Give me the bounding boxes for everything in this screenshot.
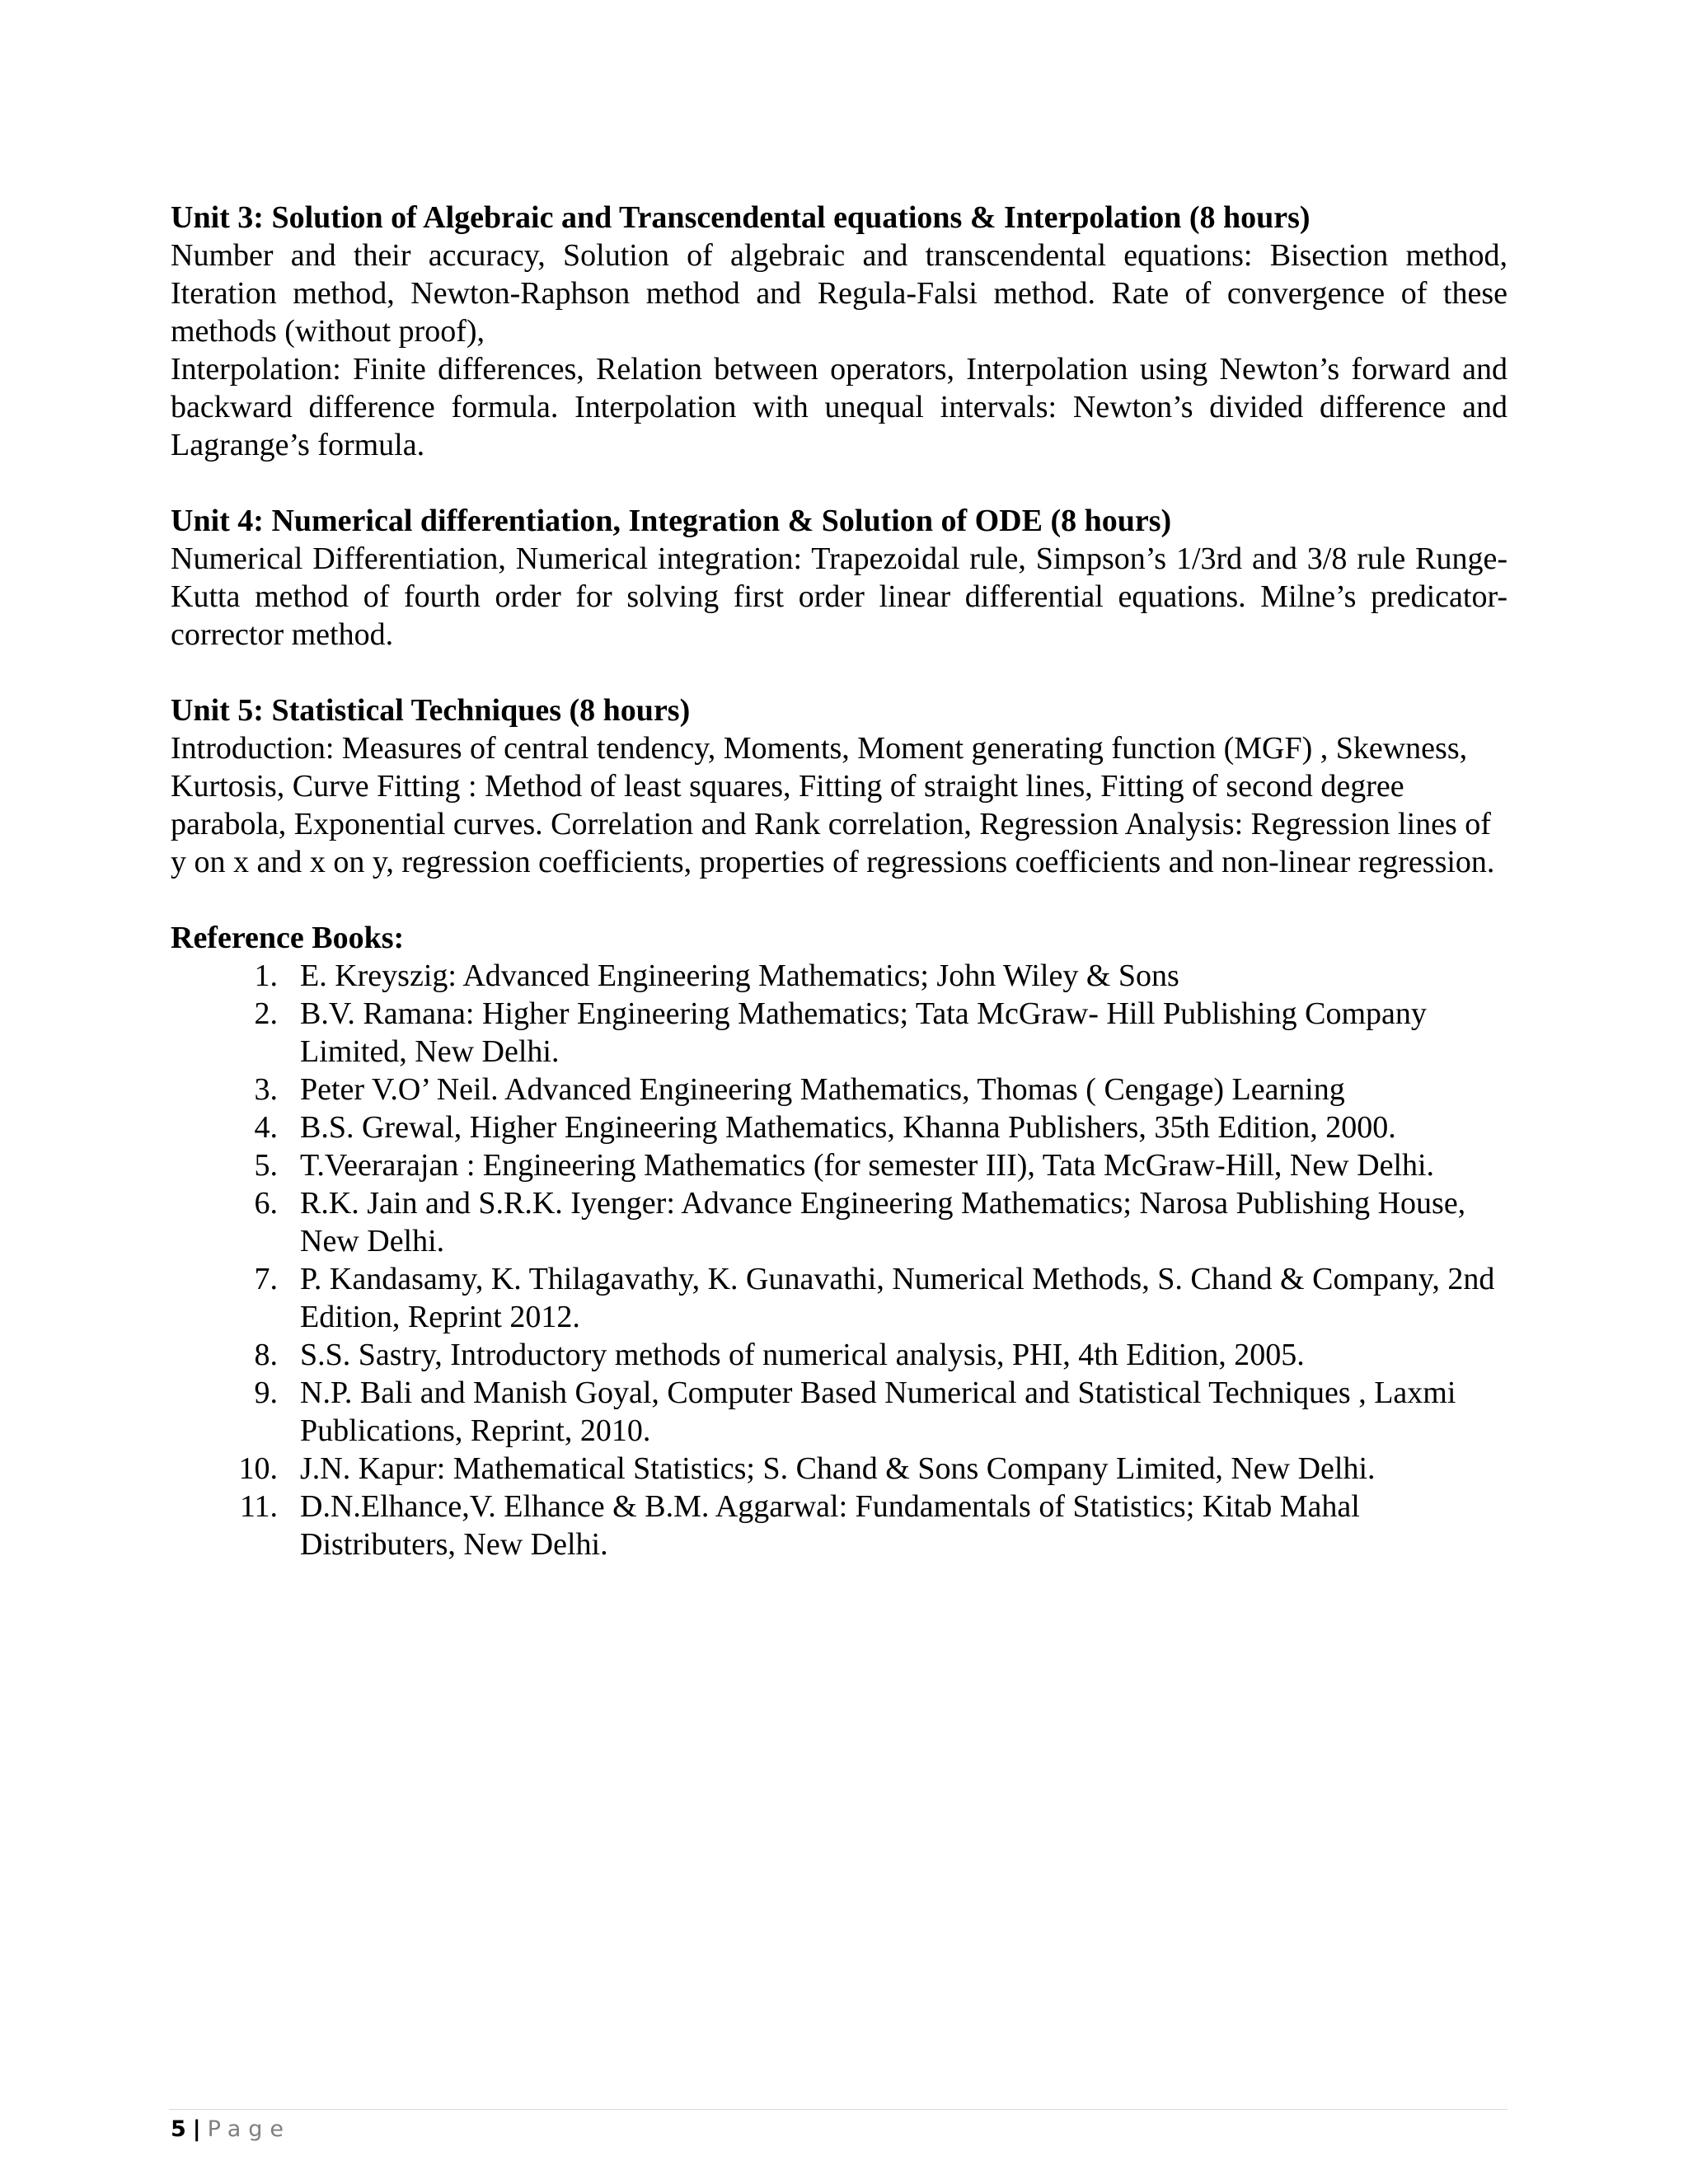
reference-text: B.V. Ramana: Higher Engineering Mathematics; Tata McGraw- Hill Publishing Company Limited, New Delhi.: [300, 996, 1427, 1069]
page-footer: [171, 2116, 291, 2144]
document-body: [171, 199, 1507, 1601]
reference-text: T.Veerarajan : Engineering Mathematics (for semester III), Tata McGraw-Hill, New Delhi.: [300, 1148, 1435, 1183]
reference-item: [171, 1336, 1507, 1374]
reference-item: [171, 1108, 1507, 1146]
reference-item: [171, 1488, 1507, 1563]
reference-item: [171, 1450, 1507, 1488]
reference-number: 4.: [254, 1110, 278, 1145]
reference-list: [171, 957, 1507, 1563]
unit-3-title: Unit 3: Solution of Algebraic and Transcendental equations & Interpolation (8 hours): [171, 200, 1311, 235]
reference-number: 11.: [239, 1489, 278, 1524]
reference-number: 6.: [254, 1186, 278, 1221]
reference-text: S.S. Sastry, Introductory methods of numerical analysis, PHI, 4th Edition, 2005.: [300, 1338, 1305, 1372]
unit-3-paragraph-1: Number and their accuracy, Solution of algebraic and transcendental equations: Bisection method, Iteration method, Newton-Raphson method and Regula-Falsi method. Rate of convergence of these methods (without proof),: [171, 238, 1507, 349]
reference-number: 1.: [254, 958, 278, 993]
footer-divider: [169, 2109, 1507, 2110]
reference-item: [171, 957, 1507, 995]
unit-5-section: [171, 691, 1507, 881]
page-number: 5: [171, 2116, 186, 2142]
reference-text: B.S. Grewal, Higher Engineering Mathematics, Khanna Publishers, 35th Edition, 2000.: [300, 1110, 1396, 1145]
reference-text: D.N.Elhance,V. Elhance & B.M. Aggarwal: Fundamentals of Statistics; Kitab Mahal Distributers, New Delhi.: [300, 1489, 1360, 1562]
reference-text: J.N. Kapur: Mathematical Statistics; S. Chand & Sons Company Limited, New Delhi.: [300, 1451, 1376, 1486]
unit-4-title: Unit 4: Numerical differentiation, Integration & Solution of ODE (8 hours): [171, 504, 1172, 538]
unit-3-section: [171, 199, 1507, 464]
reference-books-section: [171, 919, 1507, 1563]
reference-number: 5.: [254, 1148, 278, 1183]
reference-number: 10.: [238, 1451, 278, 1486]
unit-5-title: Unit 5: Statistical Techniques (8 hours): [171, 693, 691, 728]
reference-number: 9.: [254, 1376, 278, 1410]
reference-item: [171, 1184, 1507, 1260]
page-label: Page: [207, 2116, 292, 2142]
reference-number: 3.: [254, 1072, 278, 1107]
reference-item: [171, 1260, 1507, 1336]
footer-separator: |: [192, 2116, 201, 2142]
reference-text: Peter V.O’ Neil. Advanced Engineering Mathematics, Thomas ( Cengage) Learning: [300, 1072, 1345, 1107]
reference-text: N.P. Bali and Manish Goyal, Computer Based Numerical and Statistical Techniques , Laxmi Publications, Reprint, 2010.: [300, 1376, 1456, 1448]
reference-number: 2.: [254, 996, 278, 1031]
reference-books-title: Reference Books:: [171, 921, 405, 955]
reference-number: 7.: [254, 1262, 278, 1296]
reference-item: [171, 995, 1507, 1071]
unit-5-paragraph-1: Introduction: Measures of central tendency, Moments, Moment generating function (MGF) , Skewness, Kurtosis, Curve Fitting : Method of least squares, Fitting of straight lines, Fitting of second degree parabola, Exponential curves. Correlation and Rank correlation, Regression Analysis: Regression lines of y on x and x on y, regression coefficients, properties of regressions coefficients and non-linear regression.: [171, 731, 1495, 879]
unit-4-paragraph-1: Numerical Differentiation, Numerical integration: Trapezoidal rule, Simpson’s 1/3rd and 3/8 rule Runge- Kutta method of fourth order for solving first order linear differential equations. Milne’s predicator-corrector method.: [171, 541, 1507, 652]
reference-item: [171, 1146, 1507, 1184]
reference-text: E. Kreyszig: Advanced Engineering Mathematics; John Wiley & Sons: [300, 958, 1179, 993]
reference-item: [171, 1071, 1507, 1108]
reference-text: R.K. Jain and S.R.K. Iyenger: Advance Engineering Mathematics; Narosa Publishing House, New Delhi.: [300, 1186, 1466, 1258]
reference-item: [171, 1374, 1507, 1450]
reference-text: P. Kandasamy, K. Thilagavathy, K. Gunavathi, Numerical Methods, S. Chand & Company, 2nd Edition, Reprint 2012.: [300, 1262, 1495, 1334]
unit-4-section: [171, 502, 1507, 654]
unit-3-paragraph-2: Interpolation: Finite differences, Relation between operators, Interpolation using Newton’s forward and backward difference formula. Interpolation with unequal intervals: Newton’s divided difference and Lagrange’s formula.: [171, 352, 1507, 462]
reference-number: 8.: [254, 1338, 278, 1372]
